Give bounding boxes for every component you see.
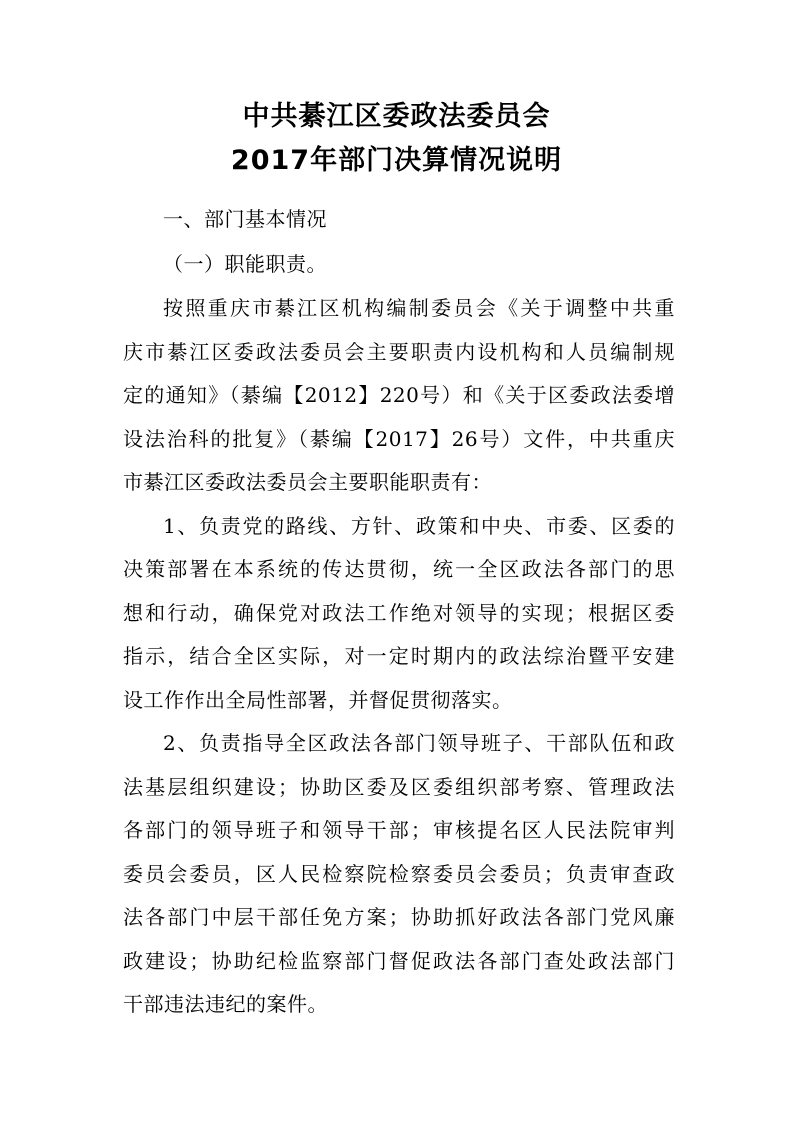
paragraph-line: 政建设；协助纪检监察部门督促政法各部门查处政法部门 — [123, 949, 675, 973]
paragraph-line: 委员会委员，区人民检察院检察委员会委员；负责审查政 — [123, 862, 675, 886]
paragraph-line: 法基层组织建设；协助区委及区委组织部考察、管理政法 — [123, 775, 675, 799]
paragraph-line: 决策部署在本系统的传达贯彻，统一全区政法各部门的思 — [123, 557, 675, 581]
paragraph-line: 按照重庆市綦江区机构编制委员会《关于调整中共重 — [163, 296, 675, 320]
paragraph-line: 庆市綦江区委政法委员会主要职责内设机构和人员编制规 — [123, 340, 675, 364]
paragraph-line: 各部门的领导班子和领导干部；审核提名区人民法院审判 — [123, 818, 675, 842]
paragraph-line: 定的通知》（綦编【2012】220号）和《关于区委政法委增 — [123, 383, 675, 407]
paragraph-line: 法各部门中层干部任免方案；协助抓好政法各部门党风廉 — [123, 905, 675, 929]
paragraph-line: 干部违法违纪的案件。 — [123, 992, 328, 1016]
section-heading: 一、部门基本情况 — [163, 207, 327, 231]
paragraph-line: 2、负责指导全区政法各部门领导班子、干部队伍和政 — [163, 731, 675, 755]
subsection-heading: （一）职能职责。 — [163, 252, 327, 276]
document-title-line2: 2017年部门决算情况说明 — [230, 145, 563, 176]
paragraph-line: 1、负责党的路线、方针、政策和中央、市委、区委的 — [163, 514, 675, 538]
paragraph-line: 设工作作出全局性部署，并督促贯彻落实。 — [123, 688, 513, 712]
paragraph-line: 市綦江区委政法委员会主要职能职责有： — [123, 470, 492, 494]
paragraph-line: 想和行动，确保党对政法工作绝对领导的实现；根据区委 — [123, 601, 675, 625]
paragraph-line: 设法治科的批复》（綦编【2017】26号）文件，中共重庆 — [123, 427, 675, 451]
paragraph-line: 指示，结合全区实际，对一定时期内的政法综治暨平安建 — [123, 644, 675, 668]
document-title-line1: 中共綦江区委政法委员会 — [242, 101, 551, 132]
